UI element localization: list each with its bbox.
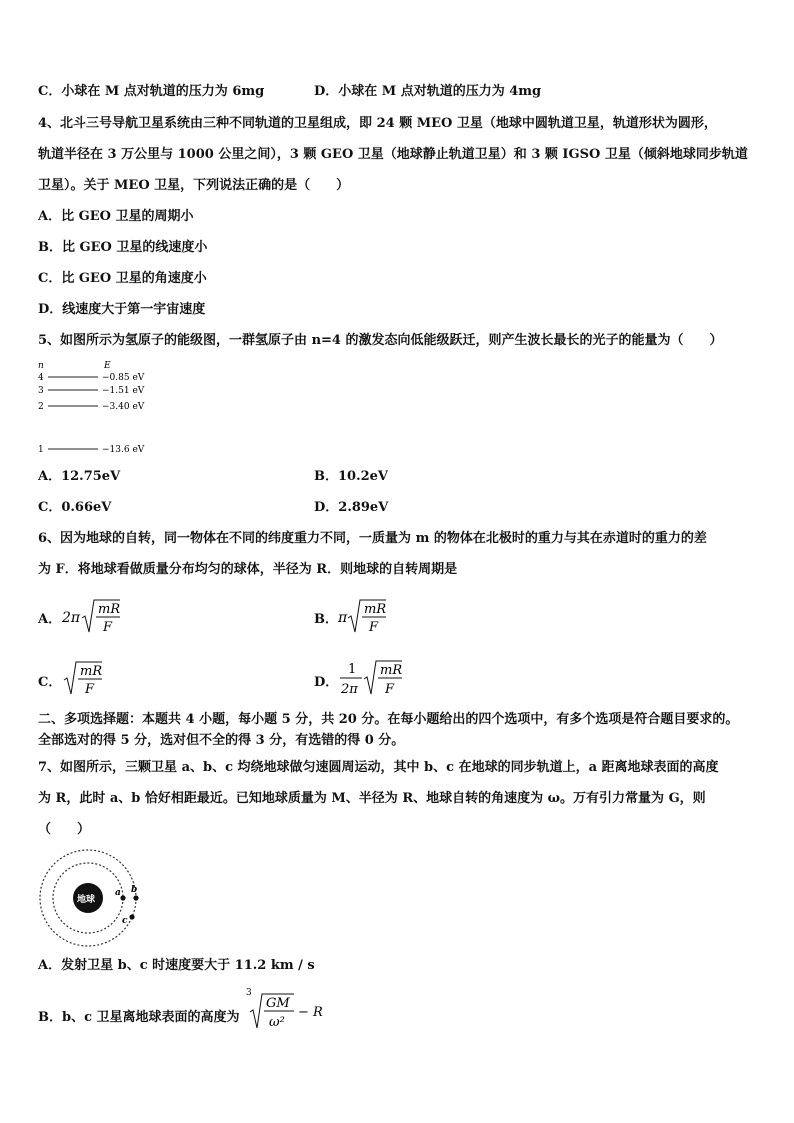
- q4-option-a: A．比 GEO 卫星的周期小: [38, 209, 194, 224]
- q3-option-c: C．小球在 M 点对轨道的压力为 6mg: [38, 84, 265, 99]
- q7-b-minus: − R: [298, 1005, 323, 1020]
- satellite-c: [129, 914, 134, 919]
- q7-b-den: ω²: [269, 1015, 285, 1030]
- level-1-energy: −13.6 eV: [102, 445, 145, 455]
- q6-d-num: 1: [348, 662, 357, 677]
- q5-option-c: C．0.66eV: [38, 500, 112, 515]
- satellite-orbit-diagram: [36, 849, 156, 949]
- q6-stem-line2: 为 F．将地球看做质量分布均匀的球体，半径为 R．则地球的自转周期是: [38, 562, 458, 577]
- q5-option-a: A．12.75eV: [38, 469, 121, 484]
- q4-stem-line3: 卫星）。关于 MEO 卫星，下列说法正确的是（ ）: [38, 178, 350, 193]
- level-1-n: 1: [38, 445, 44, 455]
- e-header: E: [104, 361, 111, 371]
- q6-option-d-label: D．: [314, 675, 339, 690]
- q6-option-d-formula: [336, 656, 410, 700]
- q6-option-c-formula: [62, 658, 112, 700]
- level-2-n: 2: [38, 402, 44, 412]
- q6-a-coef: 2π: [62, 610, 81, 626]
- satellite-b: [133, 895, 138, 900]
- q4-stem-line1: 4、北斗三号导航卫星系统由三种不同轨道的卫星组成，即 24 颗 MEO 卫星（地球中圆轨道卫星，轨道形状为圆形，: [38, 116, 717, 131]
- q6-d-rad-den: F: [385, 682, 395, 697]
- q3-option-d: D．小球在 M 点对轨道的压力为 4mg: [314, 84, 542, 99]
- satellite-a-label: a: [115, 888, 121, 898]
- level-2: [38, 402, 145, 412]
- q6-a-den: F: [103, 620, 113, 635]
- q6-option-b-label: B．: [314, 612, 338, 627]
- q6-option-b-formula: [336, 596, 396, 638]
- section2-heading-line1: 二、多项选择题：本题共 4 小题，每小题 5 分，共 20 分。在每小题给出的四个选项中，有多个选项是符合题目要求的。: [38, 712, 739, 727]
- q7-stem-line1: 7、如图所示，三颗卫星 a、b、c 均绕地球做匀速圆周运动，其中 b、c 在地球的同步轨道上，a 距离地球表面的高度: [38, 760, 719, 775]
- q6-option-a-formula: [60, 596, 130, 638]
- q5-option-d: D．2.89eV: [314, 500, 389, 515]
- q4-option-c: C．比 GEO 卫星的角速度小: [38, 271, 207, 286]
- q6-stem-line1: 6、因为地球的自转，同一物体在不同的纬度重力不同，一质量为 m 的物体在北极时的重力与其在赤道时的重力的差: [38, 531, 707, 546]
- q6-b-den: F: [369, 620, 379, 635]
- energy-level-diagram: [36, 358, 176, 458]
- earth-label: 地球: [77, 895, 96, 905]
- q6-d-den: 2π: [341, 682, 358, 697]
- level-4-n: 4: [38, 373, 44, 383]
- section2-heading-line2: 全部选对的得 5 分，选对但不全的得 3 分，有选错的得 0 分。: [38, 733, 405, 748]
- q7-stem-line2: 为 R，此时 a、b 恰好相距最近。已知地球质量为 M、半径为 R、地球自转的角速度为 ω。万有引力常量为 G，则: [38, 791, 706, 806]
- q7-stem-line3: （ ）: [38, 822, 91, 837]
- q6-c-num: mR: [80, 664, 103, 679]
- q6-option-a-label: A．: [38, 612, 62, 627]
- n-header: n: [38, 361, 44, 371]
- level-3-energy: −1.51 eV: [102, 386, 145, 396]
- q7-b-root-index: 3: [246, 988, 252, 998]
- q6-c-den: F: [85, 682, 95, 697]
- level-4-energy: −0.85 eV: [102, 373, 145, 383]
- level-3: [38, 386, 145, 396]
- satellite-c-label: c: [122, 916, 128, 926]
- q4-option-b: B．比 GEO 卫星的线速度小: [38, 240, 208, 255]
- q7-b-num: GM: [266, 996, 290, 1011]
- q5-option-b: B．10.2eV: [314, 469, 389, 484]
- q7-option-b-text: B．b、c 卫星离地球表面的高度为: [38, 1010, 240, 1025]
- q6-d-rad-num: mR: [380, 663, 403, 678]
- level-3-n: 3: [38, 386, 44, 396]
- q4-option-d: D．线速度大于第一宇宙速度: [38, 302, 206, 317]
- level-2-energy: −3.40 eV: [102, 402, 145, 412]
- q4-stem-line2: 轨道半径在 3 万公里与 1000 公里之间），3 颗 GEO 卫星（地球静止轨道卫星）和 3 颗 IGSO 卫星（倾斜地球同步轨道: [38, 147, 748, 162]
- q6-a-num: mR: [98, 602, 121, 617]
- level-4: [38, 373, 145, 383]
- satellite-b-label: b: [131, 885, 138, 895]
- level-1: [38, 445, 145, 455]
- q6-b-coef: π: [338, 610, 348, 626]
- satellite-a: [120, 895, 125, 900]
- q6-option-c-label: C．: [38, 675, 62, 690]
- q5-stem: 5、如图所示为氢原子的能级图，一群氢原子由 n=4 的激发态向低能级跃迁，则产生波长最长的光子的能量为（ ）: [38, 333, 723, 348]
- q7-option-a: A．发射卫星 b、c 时速度要大于 11.2 km / s: [38, 958, 315, 973]
- q6-b-num: mR: [364, 602, 387, 617]
- q7-option-b-formula: [244, 986, 334, 1032]
